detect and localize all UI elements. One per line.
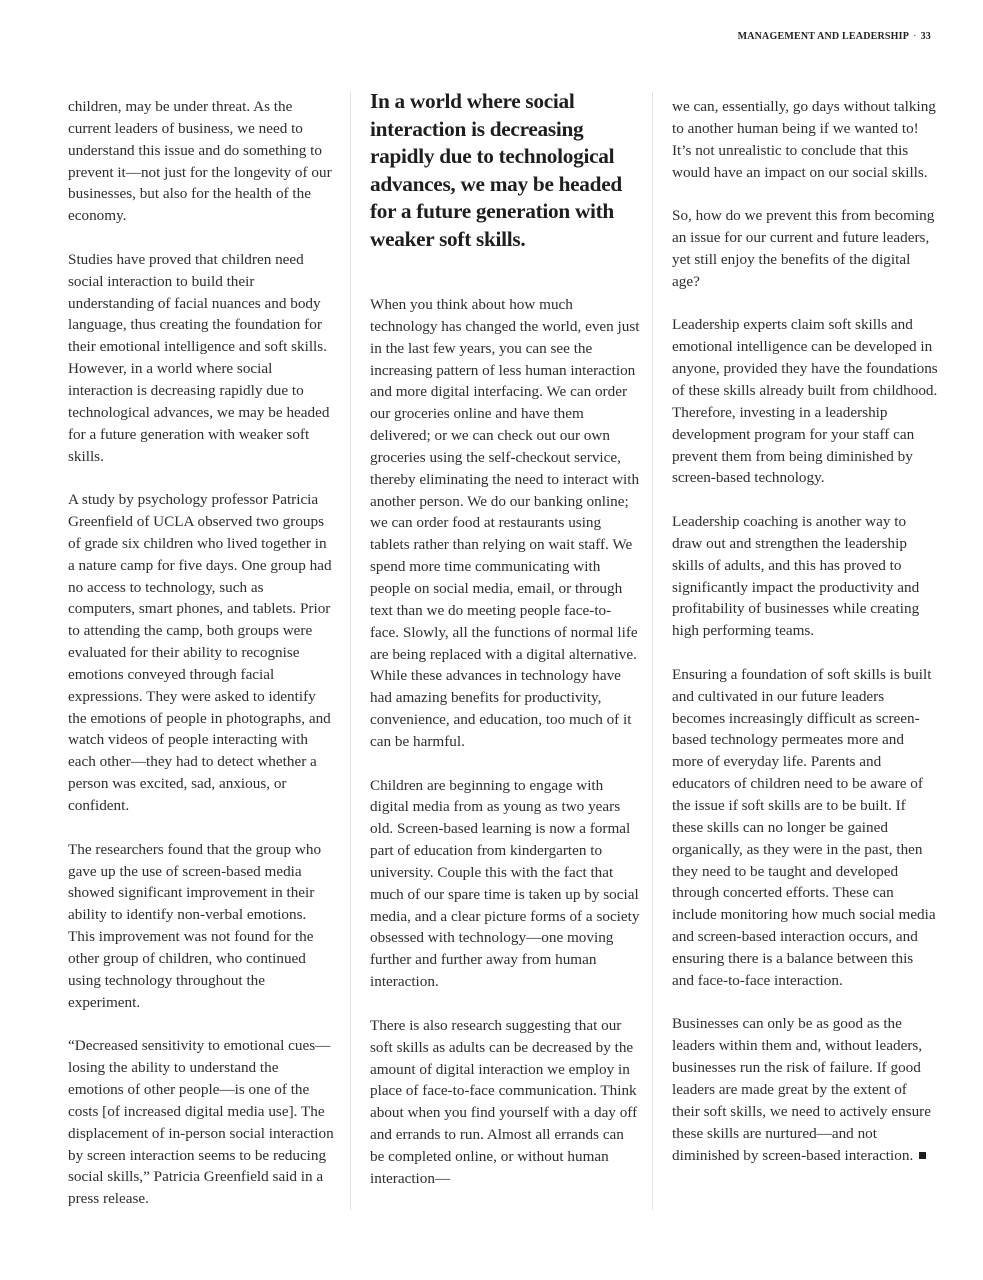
- paragraph: children, may be under threat. As the current leaders of business, we need to understand this issue and do something to prevent it—not just for the longevity of our businesses, but also for the health of the economy.: [68, 98, 332, 225]
- running-header: [738, 31, 931, 42]
- paragraph: Leadership experts claim soft skills and emotional intelligence can be developed in anyone, provided they have the foundations of these skills already built from childhood. Therefore, investing in a leadership development program for your staff can prevent them from being diminished by screen-based technology.: [672, 316, 938, 487]
- paragraph: When you think about how much technology has changed the world, even just in the last few years, you can see the increasing pattern of less human interaction and more digital interfacing. We can order our groceries online and have them delivered; or we can check out our own groceries using the self-checkout service, thereby eliminating the need to interact with another person. We do our banking online; we can order food at restaurants using tablets rather than relying on wait staff. We spend more time communicating with people on social media, email, or through text than we do meeting people face-to-face. Slowly, all the functions of normal life are being replaced with a digital alternative. While these advances in technology have had amazing benefits for productivity, convenience, and education, too much of it can be harmful.: [370, 296, 640, 750]
- article-column-2: [370, 88, 640, 1211]
- final-paragraph: [672, 1013, 938, 1166]
- page-number: 33: [920, 31, 931, 42]
- paragraph: Children are beginning to engage with digital media from as young as two years old. Screen-based learning is now a formal part of education from kindergarten to university. Couple this with the fact that much of our spare time is taken up by social media, and a clear picture forms of a society obsessed with technology—one moving further and further away from human interaction.: [370, 776, 640, 991]
- article-column-1: [68, 96, 334, 1232]
- header-separator: ·: [913, 31, 917, 42]
- paragraph: There is also research suggesting that our soft skills as adults can be decreased by the amount of digital interaction we employ in place of face-to-face communication. Think about when you find yourself with a day off and errands to run. Almost all errands can be completed online, or without human interaction—: [370, 1016, 638, 1187]
- article-column-3: [672, 96, 938, 1188]
- paragraph: The researchers found that the group who gave up the use of screen-based media showed significant improvement in their ability to identify non-verbal emotions. This improvement was not found for the other group of children, who continued using technology throughout the experiment.: [68, 840, 322, 1011]
- paragraph: Studies have proved that children need social interaction to build their understanding of facial nuances and body language, thus creating the foundation for their emotional intelligence and soft skills. However, in a world where social interaction is decreasing rapidly due to technological advances, we may be headed for a future generation with weaker soft skills.: [68, 250, 330, 465]
- column-divider-2: [652, 92, 653, 1210]
- paragraph: Leadership coaching is another way to draw out and strengthen the leadership skills of adults, and this has proved to significantly impact the productivity and profitability of businesses while creating high performing teams.: [672, 513, 920, 640]
- pull-quote: In a world where social interaction is decreasing rapidly due to technological advances, we may be headed for a future generation with weaker soft skills.: [370, 89, 622, 251]
- paragraph: “Decreased sensitivity to emotional cues—losing the ability to understand the emotions of other people—is one of the costs [of increased digital media use]. The displacement of in-person social interaction by screen interaction seems to be reducing social skills,” Patricia Greenfield said in a press release.: [68, 1037, 334, 1208]
- paragraph: we can, essentially, go days without talking to another human being if we wanted to! It’s not unrealistic to conclude that this would have an impact on our social skills.: [672, 98, 936, 181]
- paragraph: So, how do we prevent this from becoming an issue for our current and future leaders, yet still enjoy the benefits of the digital age?: [672, 207, 935, 290]
- paragraph: A study by psychology professor Patricia Greenfield of UCLA observed two groups of grade six children who lived together in a nature camp for five days. One group had no access to technology, such as computers, smart phones, and tablets. Prior to attending the camp, both groups were evaluated for their ability to recognise emotions conveyed through facial expressions. They were asked to identify the emotions of people in photographs, and watch videos of people interacting with each other—they had to detect whether a person was excited, sad, anxious, or confident.: [68, 491, 332, 814]
- paragraph: Ensuring a foundation of soft skills is built and cultivated in our future leaders becomes increasingly difficult as screen-based technology permeates more and more of everyday life. Parents and educators of children need to be aware of the issue if soft skills are to be built. If these skills can no longer be gained organically, as they were in the past, then they need to be taught and developed through concerted efforts. These can include monitoring how much social media and screen-based interaction occurs, and ensuring there is a balance between this and face-to-face interaction.: [672, 665, 936, 989]
- section-title: MANAGEMENT AND LEADERSHIP: [737, 31, 910, 42]
- paragraph-text: Businesses can only be as good as the leaders within them and, without leaders, businesses run the risk of failure. If good leaders are made great by the extent of their soft skills, we need to actively ensure these skills are nurtured—and not diminished by screen-based interaction.: [672, 1015, 931, 1164]
- column-divider-1: [350, 92, 351, 1210]
- end-of-article-mark: [919, 1152, 926, 1159]
